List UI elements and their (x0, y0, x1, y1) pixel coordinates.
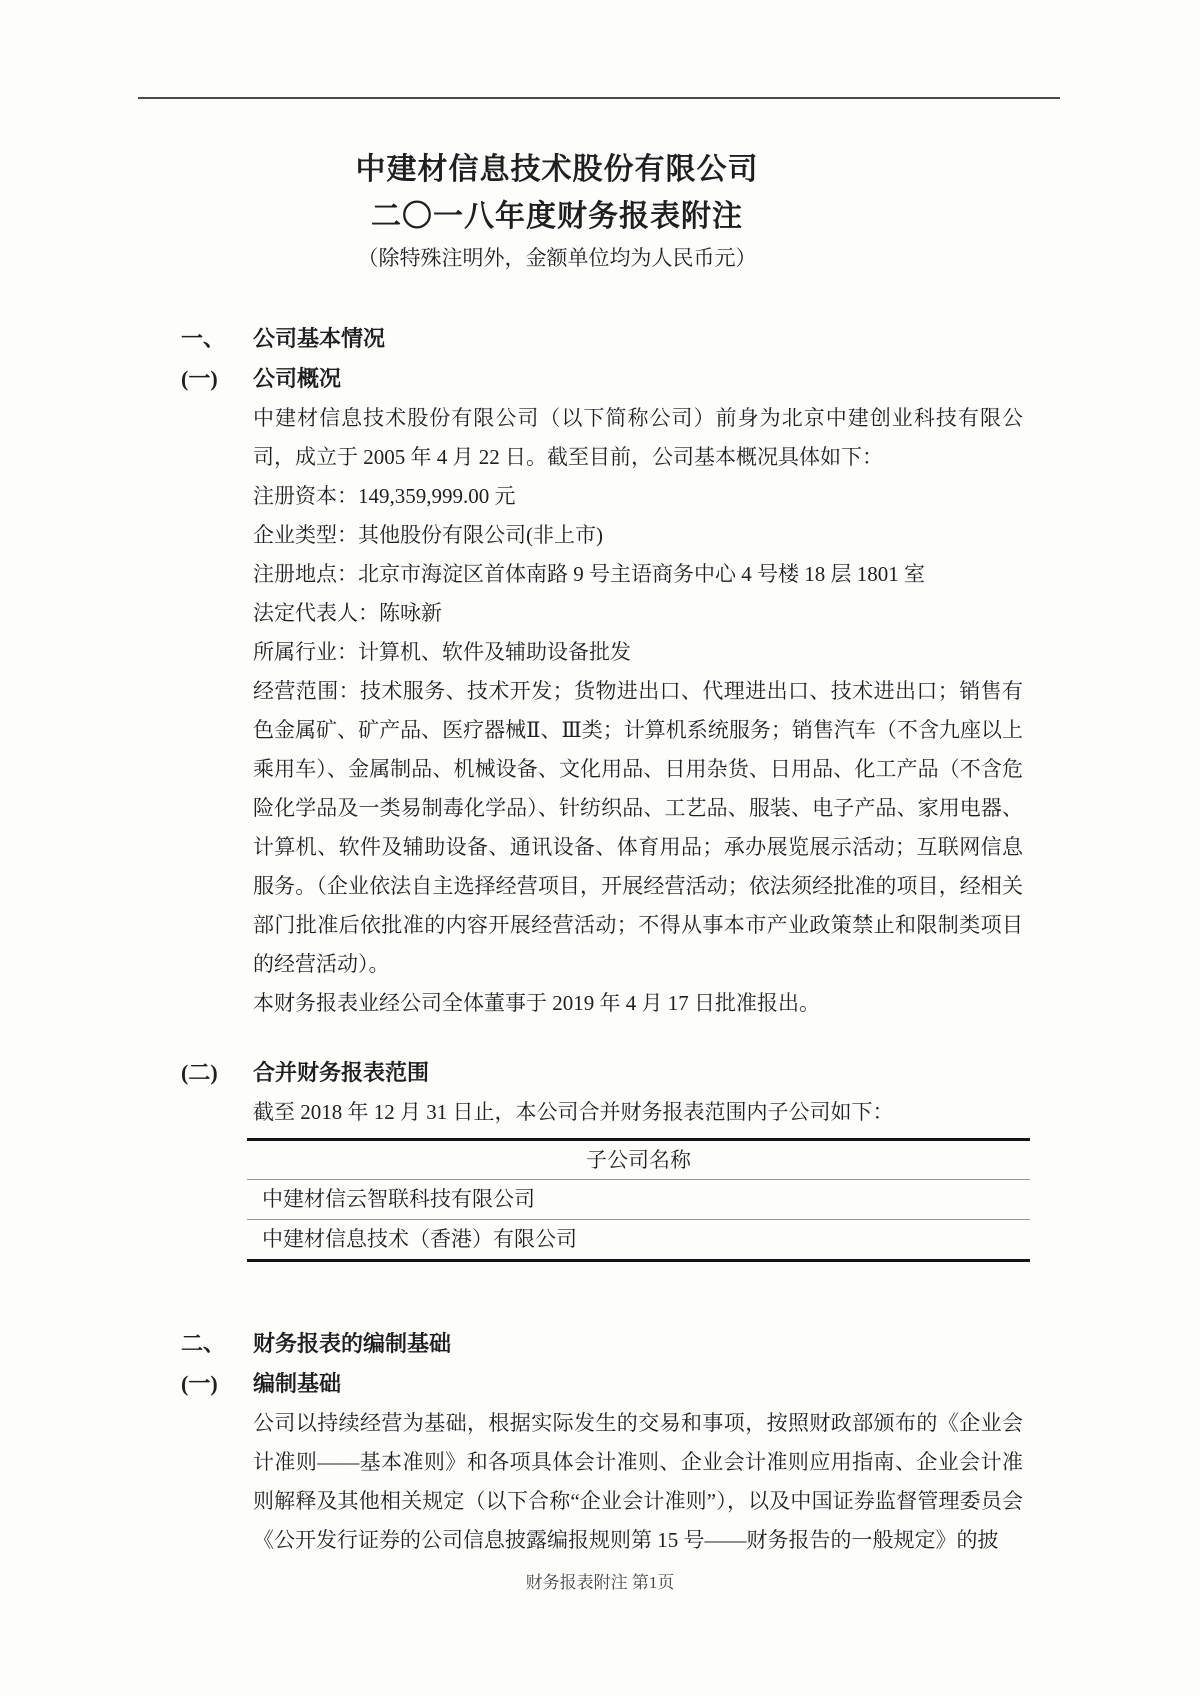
section-1-2-number: (二) (181, 1060, 218, 1085)
subsidiaries-table (247, 1138, 1030, 1262)
subsidiaries-table-header: 子公司名称 (247, 1141, 1030, 1180)
section-1-number: 一、 (181, 326, 226, 351)
section-2-1-number: (一) (181, 1371, 218, 1396)
table-row: 中建材信云智联科技有限公司 (247, 1180, 1030, 1220)
section-1-1-title: 公司概况 (253, 366, 342, 391)
section-2-1-title: 编制基础 (253, 1371, 342, 1396)
fact-legal-representative: 法定代表人：陈咏新 (253, 601, 442, 625)
page-footer: 财务报表附注 第1页 (525, 1573, 675, 1592)
document-title-line2: 二〇一八年度财务报表附注 (371, 200, 743, 233)
section-1-2-heading (181, 1053, 1200, 1093)
section-2-1-heading (181, 1364, 1200, 1404)
section-1-heading (181, 319, 1200, 359)
business-scope-paragraph: 经营范围：技术服务、技术开发；货物进出口、代理进出口、技术进出口；销售有色金属矿、矿产品、医疗器械Ⅱ、Ⅲ类；计算机系统服务；销售汽车（不含九座以上乘用车）、金属制品、机械设备、文化用品、日用杂货、日用品、化工产品（不含危险化学品及一类易制毒化学品）、针纺织品、工艺品、服装、电子产品、家用电器、计算机、软件及辅助设备、通讯设备、体育用品；承办展览展示活动；互联网信息服务。（企业依法自主选择经营项目，开展经营活动；依法须经批准的项目，经相关部门批准后依批准的内容开展经营活动；不得从事本市产业政策禁止和限制类项目的经营活动）。 (253, 679, 1023, 976)
company-overview-intro-paragraph: 中建材信息技术股份有限公司（以下简称公司）前身为北京中建创业科技有限公司，成立于 2005 年 4 月 22 日。截至目前，公司基本概况具体如下： (253, 406, 1023, 469)
section-2-title: 财务报表的编制基础 (253, 1331, 452, 1356)
title-block (138, 146, 976, 274)
table-row: 中建材信息技术（香港）有限公司 (262, 1227, 577, 1251)
section-2-heading (181, 1324, 1200, 1364)
fact-enterprise-type: 企业类型：其他股份有限公司(非上市) (253, 523, 603, 547)
consolidation-scope-intro-paragraph: 截至 2018 年 12 月 31 日止，本公司合并财务报表范围内子公司如下： (253, 1100, 894, 1124)
approval-statement-paragraph: 本财务报表业经公司全体董事于 2019 年 4 月 17 日批准报出。 (253, 991, 820, 1015)
fact-industry: 所属行业：计算机、软件及辅助设备批发 (253, 640, 631, 664)
section-1-title: 公司基本情况 (253, 326, 386, 351)
section-1-2-title: 合并财务报表范围 (253, 1060, 430, 1085)
fact-registered-address: 注册地点：北京市海淀区首体南路 9 号主语商务中心 4 号楼 18 层 1801 室 (253, 562, 925, 586)
fact-registered-capital: 注册资本：149,359,999.00 元 (253, 484, 516, 508)
section-1-1-heading (181, 359, 1200, 399)
section-1-1-number: (一) (181, 366, 218, 391)
section-2-number: 二、 (181, 1331, 226, 1356)
preparation-basis-paragraph: 公司以持续经营为基础，根据实际发生的交易和事项，按照财政部颁布的《企业会计准则——基本准则》和各项具体会计准则、企业会计准则应用指南、企业会计准则解释及其他相关规定（以下合称“企业会计准则”），以及中国证券监督管理委员会《公开发行证券的公司信息披露编报规则第 15 号——财务报告的一般规定》的披 (253, 1411, 1023, 1552)
document-subtitle: （除特殊注明外，金额单位均为人民币元） (357, 246, 757, 270)
document-title-line1: 中建材信息技术股份有限公司 (355, 153, 759, 186)
